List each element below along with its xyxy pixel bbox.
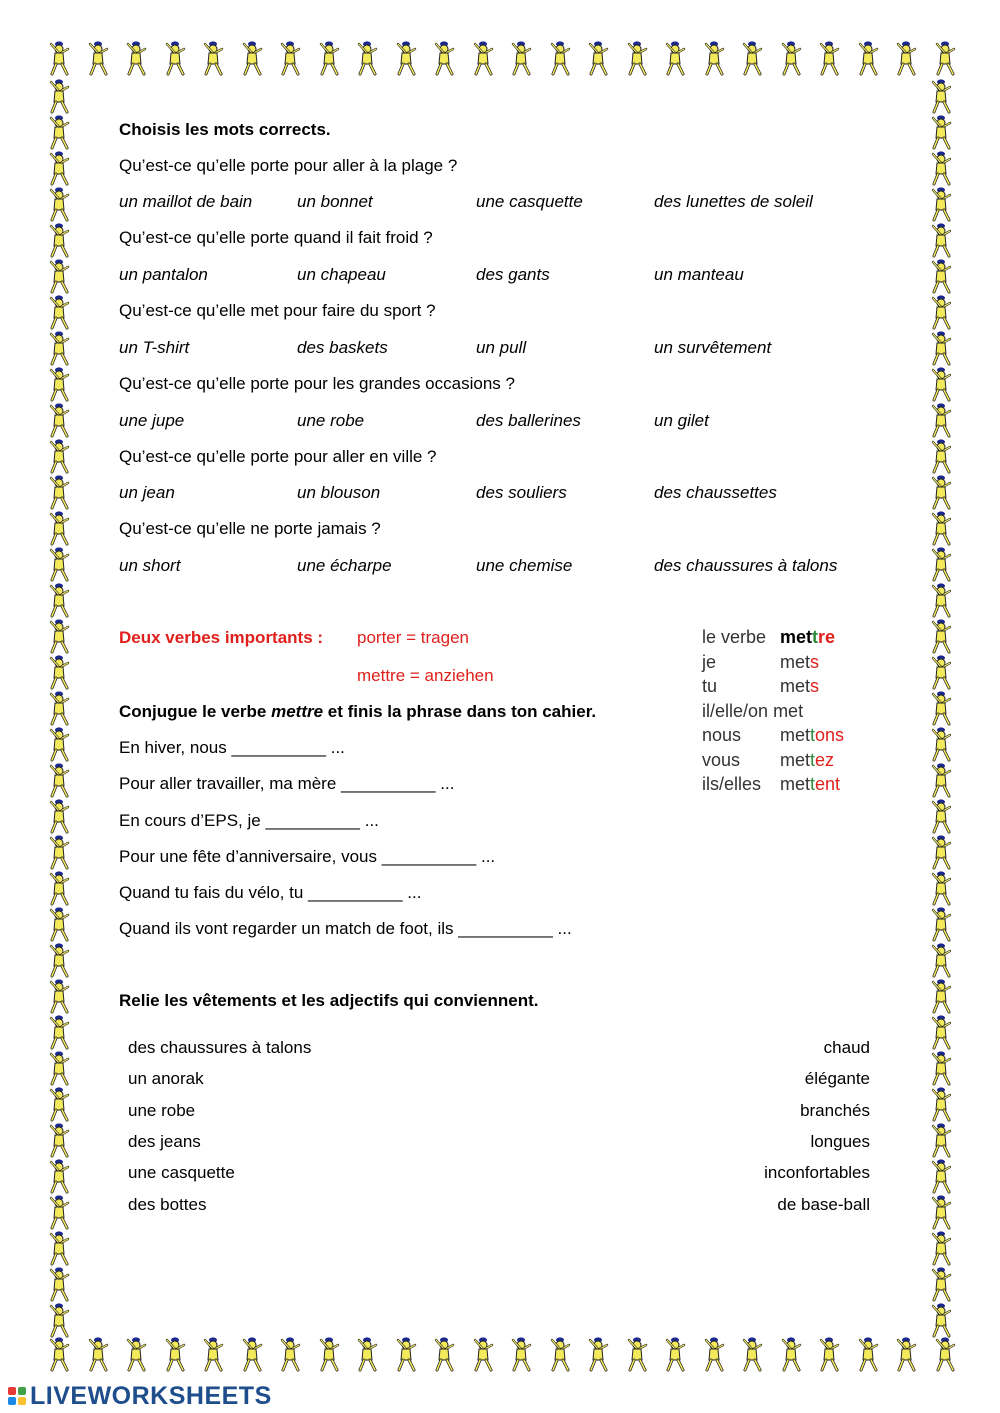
- option-5-1[interactable]: un jean: [119, 483, 175, 502]
- match-right-4[interactable]: longues: [810, 1132, 870, 1151]
- verb-ending: ons: [815, 725, 845, 745]
- verb-porter: porter = tragen: [357, 628, 469, 647]
- match-left-2[interactable]: un anorak: [128, 1069, 204, 1088]
- conjugation-header-end: re: [818, 627, 836, 647]
- sentence-2: Pour aller travailler, ma mère __________ ...: [119, 774, 455, 793]
- logo-square: [8, 1397, 16, 1405]
- question-1: Qu’est-ce qu’elle porte pour aller à la plage ?: [119, 156, 458, 175]
- match-right-1[interactable]: chaud: [823, 1038, 870, 1057]
- question-2: Qu’est-ce qu’elle porte quand il fait froid ?: [119, 228, 433, 247]
- match-right-2[interactable]: élégante: [804, 1069, 870, 1088]
- conjugation-row: [702, 723, 844, 748]
- match-right-6[interactable]: de base-ball: [777, 1195, 870, 1214]
- option-1-3[interactable]: une casquette: [476, 192, 583, 211]
- verb-stem: met: [780, 676, 811, 696]
- liveworksheets-logo[interactable]: [8, 1382, 272, 1410]
- pronoun: vous: [702, 749, 741, 770]
- option-4-3[interactable]: des ballerines: [476, 411, 581, 430]
- conjugation-row: [702, 699, 844, 724]
- verb-stem: met: [780, 774, 811, 794]
- option-3-2[interactable]: des baskets: [297, 338, 388, 357]
- pronoun: nous: [702, 725, 742, 745]
- verb-double-letter: t: [810, 749, 816, 770]
- conjugation-row: [702, 748, 844, 773]
- option-4-1[interactable]: une jupe: [119, 411, 185, 430]
- conjugation-row: [702, 674, 844, 699]
- question-4: Qu’est-ce qu’elle porte pour les grandes occasions ?: [119, 374, 515, 393]
- section3-title: Relie les vêtements et les adjectifs qui conviennent.: [119, 991, 539, 1010]
- match-left-3[interactable]: une robe: [128, 1101, 196, 1120]
- verb-stem: met: [780, 725, 811, 745]
- option-1-1[interactable]: un maillot de bain: [119, 192, 253, 211]
- verb-mettre: mettre = anziehen: [357, 666, 494, 685]
- pronoun: tu: [702, 676, 718, 696]
- verb-stem: met: [780, 651, 811, 672]
- sentence-4: Pour une fête d’anniversaire, vous __________ ...: [119, 847, 496, 866]
- option-5-4[interactable]: des chaussettes: [654, 483, 777, 502]
- section1-title: Choisis les mots corrects.: [119, 120, 331, 139]
- section2-title: [119, 702, 596, 722]
- pronoun: je: [702, 651, 717, 672]
- verb-ending: s: [810, 676, 820, 696]
- verb-stem: met: [773, 700, 804, 721]
- option-1-4[interactable]: des lunettes de soleil: [654, 192, 813, 211]
- verb-double-letter: t: [810, 725, 816, 745]
- match-right-3[interactable]: branchés: [800, 1101, 870, 1120]
- option-3-4[interactable]: un survêtement: [654, 338, 772, 357]
- verb-ending: ent: [815, 774, 841, 794]
- match-left-1[interactable]: des chaussures à talons: [128, 1038, 312, 1057]
- question-5: Qu’est-ce qu’elle porte pour aller en ville ?: [119, 447, 437, 466]
- section2-title-verb: mettre: [271, 702, 324, 721]
- option-2-1[interactable]: un pantalon: [119, 265, 208, 284]
- logo-square: [18, 1397, 26, 1405]
- match-left-5[interactable]: une casquette: [128, 1163, 235, 1182]
- logo-square: [8, 1387, 16, 1395]
- pronoun: ils/elles: [702, 774, 762, 794]
- sentence-1: En hiver, nous __________ ...: [119, 738, 345, 757]
- conjugation-row: [702, 650, 844, 675]
- conjugation-header-mid: t: [812, 627, 819, 647]
- verb-stem: met: [780, 749, 811, 770]
- question-6: Qu’est-ce qu’elle ne porte jamais ?: [119, 519, 381, 538]
- option-1-2[interactable]: un bonnet: [297, 192, 373, 211]
- option-2-3[interactable]: des gants: [476, 265, 550, 284]
- conjugation-header-prefix: le verbe: [702, 627, 767, 647]
- option-3-1[interactable]: un T-shirt: [119, 338, 190, 357]
- option-6-1[interactable]: un short: [119, 556, 181, 575]
- verb-double-letter: t: [810, 774, 816, 794]
- verbs-label: Deux verbes importants :: [119, 628, 324, 647]
- option-6-4[interactable]: des chaussures à talons: [654, 556, 838, 575]
- logo-text: LIVEWORKSHEETS: [30, 1381, 272, 1410]
- sentence-5: Quand tu fais du vélo, tu __________ ...: [119, 883, 422, 902]
- option-2-2[interactable]: un chapeau: [297, 265, 386, 284]
- logo-square: [18, 1387, 26, 1395]
- option-4-4[interactable]: un gilet: [654, 411, 709, 430]
- verb-ending: s: [810, 651, 820, 672]
- match-left-4[interactable]: des jeans: [128, 1132, 201, 1151]
- match-right-5[interactable]: inconfortables: [764, 1163, 870, 1182]
- option-5-2[interactable]: un blouson: [297, 483, 381, 502]
- option-6-3[interactable]: une chemise: [476, 556, 573, 575]
- option-5-3[interactable]: des souliers: [476, 483, 567, 502]
- conjugation-row: [702, 772, 844, 797]
- pronoun: il/elle/on: [702, 700, 769, 721]
- verb-ending: ez: [815, 749, 835, 770]
- option-3-3[interactable]: un pull: [476, 338, 527, 357]
- sentence-3: En cours d’EPS, je __________ ...: [119, 811, 379, 830]
- conjugation-header: [702, 625, 844, 650]
- option-6-2[interactable]: une écharpe: [297, 556, 392, 575]
- conjugation-table: [702, 625, 844, 797]
- question-3: Qu’est-ce qu’elle met pour faire du sport ?: [119, 301, 436, 320]
- match-left-6[interactable]: des bottes: [128, 1195, 207, 1214]
- section2-title-end: et finis la phrase dans ton cahier.: [323, 702, 597, 721]
- logo-squares-icon: [8, 1387, 26, 1405]
- section2-title-start: Conjugue le verbe: [119, 702, 272, 721]
- conjugation-header-stem: met: [780, 627, 813, 647]
- option-2-4[interactable]: un manteau: [654, 265, 744, 284]
- option-4-2[interactable]: une robe: [297, 411, 365, 430]
- sentence-6: Quand ils vont regarder un match de foot, ils __________ ...: [119, 919, 572, 938]
